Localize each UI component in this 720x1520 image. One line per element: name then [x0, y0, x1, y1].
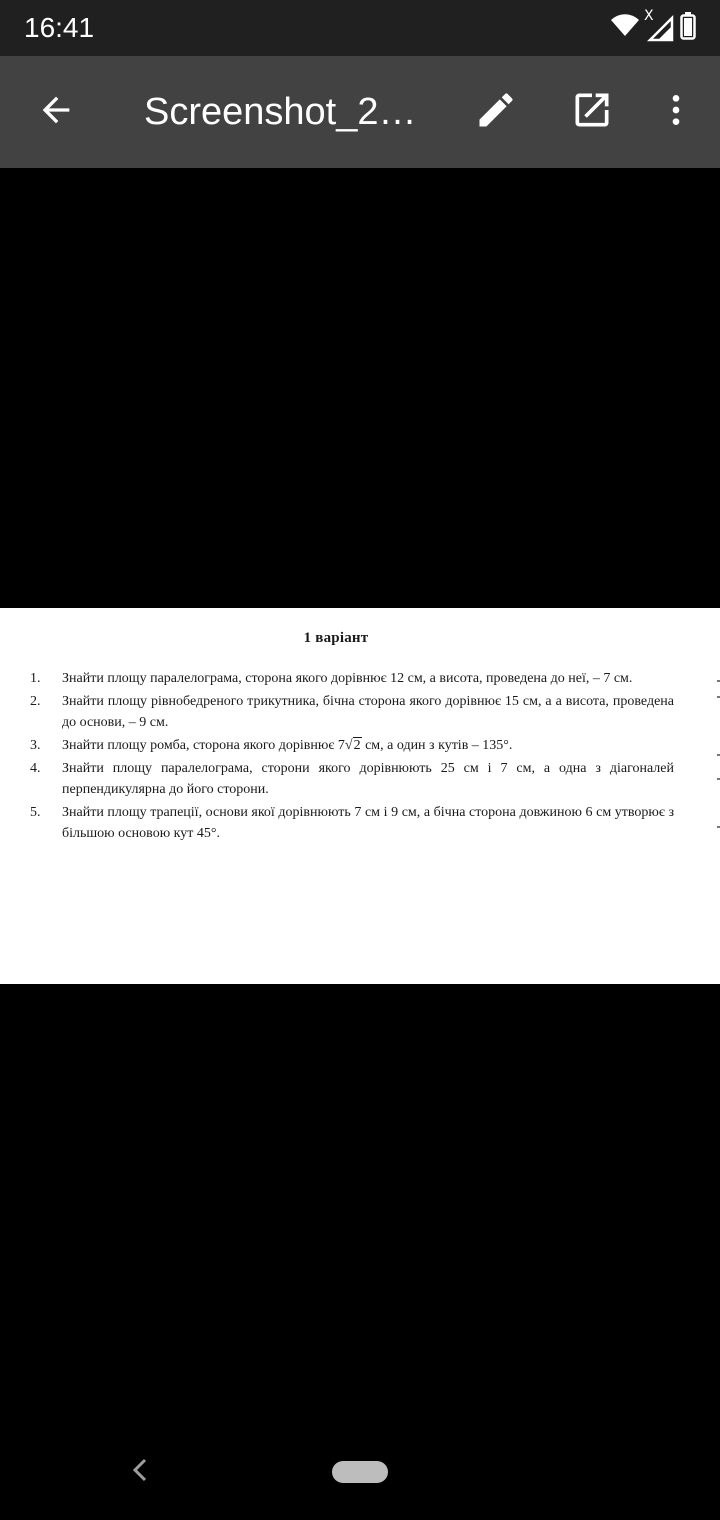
arrow-back-icon: [36, 90, 76, 134]
status-bar: [0, 0, 720, 56]
square-root-argument: 2: [353, 738, 361, 753]
status-icons: [610, 8, 696, 44]
app-bar: [0, 56, 720, 168]
more-options-button[interactable]: [648, 84, 704, 140]
task-text: Знайти площу ромба, сторона якого дорівнює 7: [62, 738, 345, 753]
edit-pencil-icon: [474, 88, 518, 136]
nav-back-button[interactable]: [120, 1452, 160, 1492]
task-number: 5.: [30, 805, 41, 820]
status-time: 16:41: [24, 12, 95, 43]
task-text: Знайти площу рівнобедреного трикутника, бічна сторона якого дорівнює 15 см, а а висота, проведена до основи, – 9 см.: [62, 694, 674, 730]
battery-icon: [680, 12, 696, 44]
task-item: [30, 802, 674, 844]
open-with-button[interactable]: [564, 84, 620, 140]
app-title: Screenshot_2…: [144, 91, 417, 133]
task-text: Знайти площу трапеції, основи якої дорівнюють 7 см і 9 см, а бічна сторона довжиною 6 см утворює з більшою основою кут 45°.: [62, 805, 674, 841]
open-external-icon: [570, 88, 614, 136]
back-button[interactable]: [28, 84, 84, 140]
nav-back-icon: [130, 1456, 150, 1488]
task-text: Знайти площу паралелограма, сторони якого дорівнюють 25 см і 7 см, а одна з діагоналей перпендикулярна до його сторони.: [62, 761, 674, 797]
task-item: [30, 758, 674, 800]
task-number: 4.: [30, 761, 41, 776]
task-number: 3.: [30, 738, 41, 753]
task-text: см, а один з кутів – 135°.: [361, 738, 513, 753]
cropped-edge-marks: [712, 668, 720, 868]
signal-no-data-icon: [644, 8, 674, 42]
task-list: [30, 668, 674, 846]
task-item: [30, 735, 674, 756]
home-pill-icon[interactable]: [332, 1461, 388, 1483]
task-item: [30, 668, 674, 689]
wifi-icon: [610, 14, 640, 42]
document-image[interactable]: [0, 608, 720, 984]
more-vert-icon: [656, 90, 696, 134]
navigation-bar: [0, 1424, 720, 1520]
task-number: 2.: [30, 694, 41, 709]
signal-badge: X: [644, 8, 654, 24]
edit-button[interactable]: [468, 84, 524, 140]
task-item: [30, 691, 674, 733]
document-heading: 1 варіант: [303, 630, 369, 646]
task-number: 1.: [30, 671, 41, 686]
square-root: √2: [344, 738, 361, 753]
task-text: Знайти площу паралелограма, сторона якого дорівнює 12 см, а висота, проведена до неї, – 7 см.: [62, 671, 633, 686]
